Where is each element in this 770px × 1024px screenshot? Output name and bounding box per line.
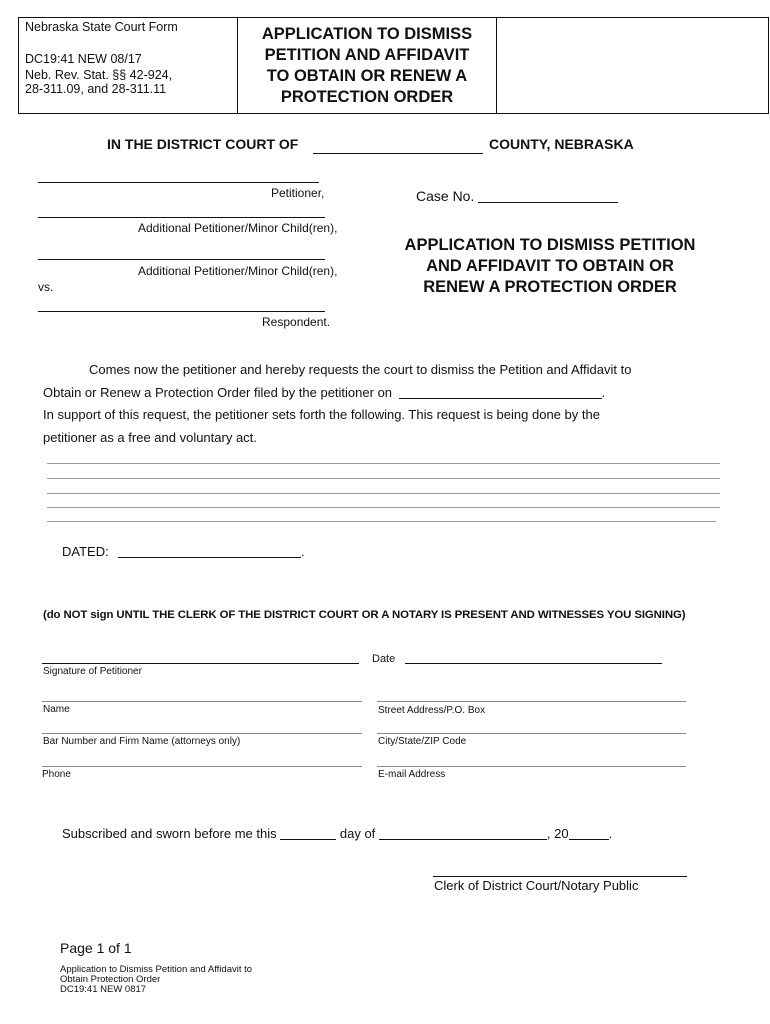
main-title-line: AND AFFIDAVIT TO OBTAIN OR <box>426 257 674 275</box>
header-form-info <box>25 20 178 96</box>
email-label: E-mail Address <box>378 769 446 780</box>
city-field[interactable] <box>377 733 686 734</box>
support-line-4[interactable] <box>47 507 720 508</box>
petitioner-field[interactable] <box>38 182 319 183</box>
page-label: Page 1 of 1 <box>60 940 132 956</box>
body-line-4: petitioner as a free and voluntary act. <box>43 430 257 445</box>
court-suffix: COUNTY, NEBRASKA <box>489 136 634 152</box>
header-title-line: PROTECTION ORDER <box>280 88 454 106</box>
sworn-text-3: , 20 <box>546 826 569 841</box>
statute-line-2: 28-311.09, and 28-311.11 <box>25 82 167 96</box>
sworn-year-field[interactable] <box>569 825 609 840</box>
additional-petitioner-field-2[interactable] <box>38 259 325 260</box>
date-label: Date <box>372 653 396 665</box>
body-line-2-text: Obtain or Renew a Protection Order filed by the petitioner on <box>43 385 393 400</box>
respondent-label: Respondent. <box>262 315 331 329</box>
signature-label: Signature of Petitioner <box>43 666 142 677</box>
form-code: DC19:41 NEW 08/17 <box>25 52 142 66</box>
support-line-1[interactable] <box>47 463 720 464</box>
court-prefix: IN THE DISTRICT COURT OF <box>107 136 299 152</box>
name-field[interactable] <box>42 701 362 702</box>
bar-number-label: Bar Number and Firm Name (attorneys only) <box>43 736 241 747</box>
body-line-3: In support of this request, the petitioner sets forth the following. This request is being done by the <box>43 407 600 422</box>
street-field[interactable] <box>377 701 686 702</box>
footer-line-2: Obtain Protection Order <box>60 974 161 985</box>
clerk-signature-field[interactable] <box>433 876 687 877</box>
sworn-text-1: Subscribed and sworn before me this <box>62 826 277 841</box>
email-field[interactable] <box>377 766 686 767</box>
support-line-5[interactable] <box>47 521 716 522</box>
phone-label: Phone <box>42 769 71 780</box>
dated-label: DATED: <box>62 544 109 559</box>
form-header-box <box>18 17 769 114</box>
header-title <box>238 24 496 108</box>
court-form-name: Nebraska State Court Form <box>25 20 178 34</box>
dated-field[interactable] <box>118 557 301 558</box>
signature-field[interactable] <box>42 663 359 664</box>
sworn-statement <box>62 825 612 841</box>
body-line-2 <box>43 381 605 404</box>
body-line-2-end: . <box>601 385 606 400</box>
main-title <box>380 235 720 298</box>
sworn-month-field[interactable] <box>379 825 547 840</box>
additional-petitioner-label-2: Additional Petitioner/Minor Child(ren), <box>138 264 338 278</box>
header-title-line: TO OBTAIN OR RENEW A <box>266 67 468 85</box>
statute-line-1: Neb. Rev. Stat. §§ 42-924, <box>25 68 173 82</box>
clerk-label: Clerk of District Court/Notary Public <box>434 878 639 893</box>
street-label: Street Address/P.O. Box <box>378 705 486 716</box>
additional-petitioner-field-1[interactable] <box>38 217 325 218</box>
dated-period: . <box>301 544 305 559</box>
additional-petitioner-label-1: Additional Petitioner/Minor Child(ren), <box>138 221 338 235</box>
case-no-label: Case No. <box>416 188 475 204</box>
support-line-2[interactable] <box>47 478 720 479</box>
sworn-day-field[interactable] <box>280 825 336 840</box>
respondent-field[interactable] <box>38 311 325 312</box>
footer-line-3: DC19:41 NEW 0817 <box>60 984 147 995</box>
petitioner-label: Petitioner, <box>271 186 325 200</box>
main-title-line: RENEW A PROTECTION ORDER <box>423 278 677 296</box>
signing-notice: (do NOT sign UNTIL THE CLERK OF THE DISTRICT COURT OR A NOTARY IS PRESENT AND WITNESSES YOU SIGNING) <box>43 609 686 621</box>
filed-date-field[interactable] <box>399 384 602 399</box>
sworn-text-2: day of <box>339 826 376 841</box>
vs-label: vs. <box>38 280 54 294</box>
sworn-text-4: . <box>608 826 613 841</box>
date-field[interactable] <box>405 663 662 664</box>
body-line-1: Comes now the petitioner and hereby requests the court to dismiss the Petition and Affidavit to <box>89 362 632 377</box>
county-field[interactable] <box>313 153 483 154</box>
name-label: Name <box>43 704 70 715</box>
support-line-3[interactable] <box>47 493 720 494</box>
city-label: City/State/ZIP Code <box>378 736 467 747</box>
footer-line-1: Application to Dismiss Petition and Affidavit to <box>60 964 253 975</box>
main-title-line: APPLICATION TO DISMISS PETITION <box>404 236 696 254</box>
footer <box>60 965 252 995</box>
bar-number-field[interactable] <box>42 733 362 734</box>
header-title-line: PETITION AND AFFIDAVIT <box>264 46 470 64</box>
phone-field[interactable] <box>42 766 362 767</box>
header-divider-right <box>496 18 497 113</box>
case-no-field[interactable] <box>478 202 618 203</box>
header-title-line: APPLICATION TO DISMISS <box>261 25 473 43</box>
